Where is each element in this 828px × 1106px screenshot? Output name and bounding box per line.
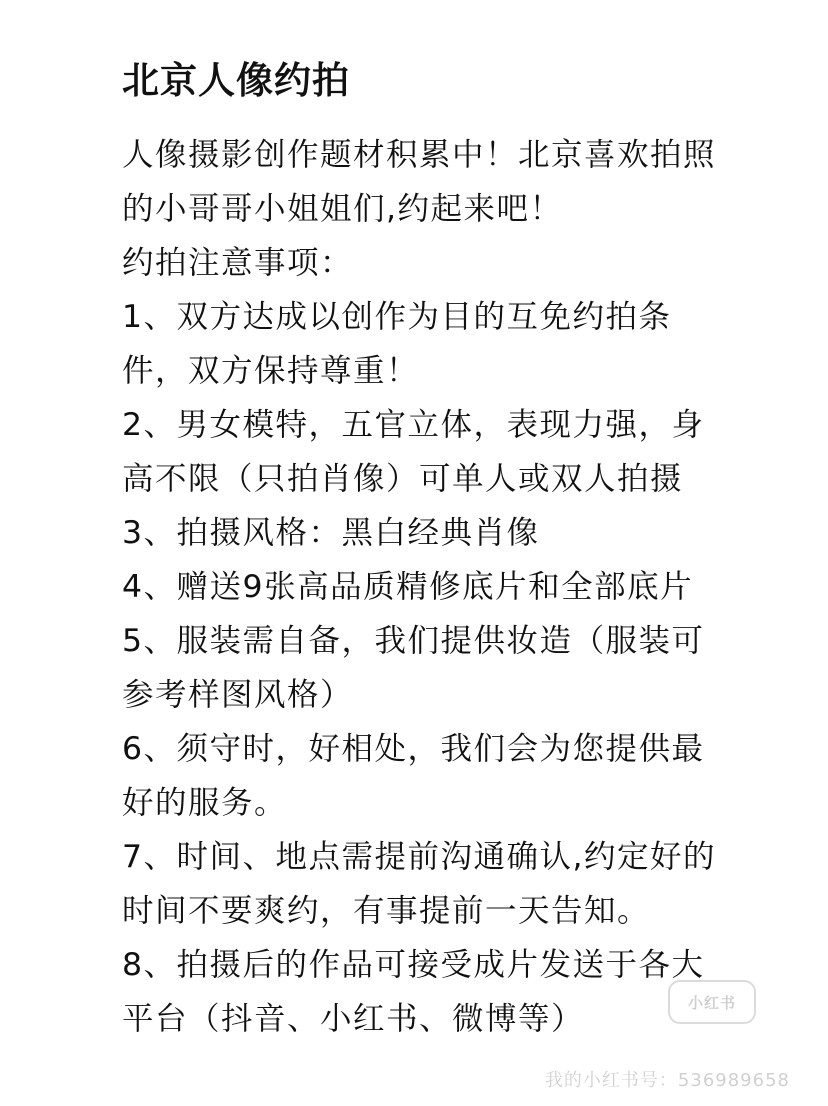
xiaohongshu-logo: 小红书 [668, 980, 756, 1024]
document-title: 北京人像约拍 [122, 59, 350, 102]
list-item: 7、时间、地点需提前沟通确认,约定好的时间不要爽约，有事提前一天告知。 [122, 839, 717, 929]
list-item: 6、须守时，好相处，我们会为您提供最好的服务。 [122, 731, 705, 821]
intro-paragraph: 人像摄影创作题材积累中！北京喜欢拍照的小哥哥小姐姐们,约起来吧！ [122, 137, 717, 227]
list-item: 5、服装需自备，我们提供妆造（服装可参考样图风格） [122, 623, 705, 713]
watermark-id-text: 我的小红书号：536989658 [544, 1070, 790, 1091]
list-item: 4、赠送9张高品质精修底片和全部底片 [122, 569, 694, 605]
xiaohongshu-watermark [500, 980, 790, 1092]
document-body [122, 128, 732, 1046]
list-item: 8、拍摄后的作品可接受成片发送于各大平台（抖音、小红书、微博等） [122, 947, 705, 1037]
notice-heading: 约拍注意事项： [122, 245, 354, 281]
list-item: 2、男女模特，五官立体，表现力强，身高不限（只拍肖像）可单人或双人拍摄 [122, 407, 705, 497]
list-item: 1、双方达成以创作为目的互免约拍条件，双方保持尊重！ [122, 299, 672, 389]
list-item: 3、拍摄风格：黑白经典肖像 [122, 515, 540, 551]
